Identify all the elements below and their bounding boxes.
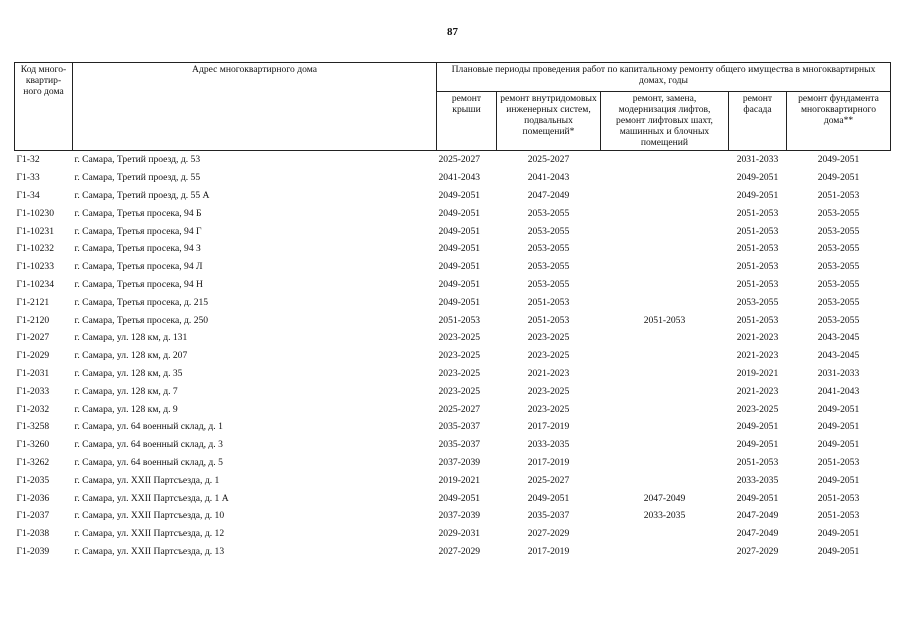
cell-engineering: 2053-2055: [527, 207, 570, 219]
cell-elevators: [601, 276, 729, 294]
table-row: [15, 507, 891, 525]
cell-address: г. Самара, Третий проезд, д. 55: [74, 172, 201, 184]
cell-facade: 2049-2051: [736, 492, 779, 504]
cell-roof: 2029-2031: [438, 528, 481, 540]
cell-address: г. Самара, Третья просека, 94 З: [74, 243, 201, 255]
cell-address: г. Самара, ул. 64 военный склад, д. 1: [74, 421, 223, 433]
cell-address: г. Самара, ул. XXII Партсъезда, д. 12: [74, 528, 225, 540]
table-row: [15, 151, 891, 169]
cell-roof: 2023-2025: [438, 350, 481, 362]
cell-elevators: [601, 400, 729, 418]
cell-elevators: [601, 365, 729, 383]
cell-engineering: 2051-2053: [527, 314, 570, 326]
header-elevators: ремонт, замена, модернизация лифтов, ремонт лифтовых шахт, машинных и блочных помещений: [601, 92, 729, 151]
cell-facade: 2021-2023: [736, 350, 779, 362]
cell-code: Г1-34: [16, 189, 40, 201]
cell-code: Г1-3260: [16, 439, 50, 451]
cell-elevators: [601, 187, 729, 205]
cell-address: г. Самара, ул. XXII Партсъезда, д. 1: [74, 474, 220, 486]
cell-address: г. Самара, ул. 128 км, д. 35: [74, 367, 183, 379]
cell-elevators: [601, 543, 729, 561]
cell-elevators: [601, 169, 729, 187]
cell-roof: 2049-2051: [438, 189, 481, 201]
cell-foundation: 2049-2051: [817, 172, 860, 184]
cell-facade: 2047-2049: [736, 528, 779, 540]
cell-engineering: 2021-2023: [527, 367, 570, 379]
cell-engineering: 2023-2025: [527, 403, 570, 415]
header-roof: ремонт крыши: [437, 92, 497, 151]
cell-engineering: 2027-2029: [527, 528, 570, 540]
cell-engineering: 2023-2025: [527, 350, 570, 362]
cell-address: г. Самара, Третья просека, д. 250: [74, 314, 209, 326]
table-row: [15, 543, 891, 561]
cell-facade: 2019-2021: [736, 367, 779, 379]
cell-roof: 2049-2051: [438, 278, 481, 290]
table-row: [15, 382, 891, 400]
cell-foundation: 2043-2045: [817, 332, 860, 344]
cell-code: Г1-3258: [16, 421, 50, 433]
cell-elevators: [601, 222, 729, 240]
cell-elevators: 2047-2049: [643, 492, 686, 504]
cell-engineering: 2025-2027: [527, 474, 570, 486]
cell-address: г. Самара, Третья просека, 94 Л: [74, 261, 203, 273]
table-row: [15, 187, 891, 205]
cell-roof: 2037-2039: [438, 456, 481, 468]
cell-foundation: 2051-2053: [817, 510, 860, 522]
cell-facade: 2051-2053: [736, 225, 779, 237]
cell-facade: 2049-2051: [736, 189, 779, 201]
cell-code: Г1-10233: [16, 261, 55, 273]
cell-roof: 2049-2051: [438, 261, 481, 273]
cell-elevators: [601, 347, 729, 365]
table-row: [15, 169, 891, 187]
cell-address: г. Самара, ул. 64 военный склад, д. 5: [74, 456, 223, 468]
cell-engineering: 2023-2025: [527, 332, 570, 344]
cell-facade: 2051-2053: [736, 207, 779, 219]
table-row: [15, 454, 891, 472]
cell-engineering: 2017-2019: [527, 545, 570, 557]
cell-foundation: 2051-2053: [817, 189, 860, 201]
page-number: 87: [447, 26, 458, 38]
table-row: [15, 400, 891, 418]
cell-elevators: [601, 258, 729, 276]
cell-elevators: [601, 525, 729, 543]
table-row: [15, 489, 891, 507]
cell-facade: 2051-2053: [736, 261, 779, 273]
cell-code: Г1-2036: [16, 492, 50, 504]
cell-foundation: 2053-2055: [817, 314, 860, 326]
cell-foundation: 2041-2043: [817, 385, 860, 397]
cell-roof: 2023-2025: [438, 385, 481, 397]
cell-elevators: [601, 151, 729, 169]
header-code: Код много-квартир-ного дома: [15, 63, 73, 151]
cell-foundation: 2031-2033: [817, 367, 860, 379]
cell-foundation: 2049-2051: [817, 403, 860, 415]
cell-engineering: 2017-2019: [527, 421, 570, 433]
cell-roof: 2041-2043: [438, 172, 481, 184]
cell-roof: 2049-2051: [438, 225, 481, 237]
cell-code: Г1-2038: [16, 528, 50, 540]
header-facade: ремонт фасада: [729, 92, 787, 151]
cell-facade: 2051-2053: [736, 278, 779, 290]
cell-engineering: 2053-2055: [527, 278, 570, 290]
cell-elevators: [601, 293, 729, 311]
table-row: [15, 311, 891, 329]
cell-roof: 2035-2037: [438, 439, 481, 451]
table-row: [15, 436, 891, 454]
cell-address: г. Самара, ул. XXII Партсъезда, д. 13: [74, 545, 225, 557]
cell-address: г. Самара, Третий проезд, д. 55 А: [74, 189, 210, 201]
cell-roof: 2019-2021: [438, 474, 481, 486]
cell-roof: 2037-2039: [438, 510, 481, 522]
cell-code: Г1-2121: [16, 296, 50, 308]
cell-foundation: 2051-2053: [817, 456, 860, 468]
cell-facade: 2047-2049: [736, 510, 779, 522]
cell-facade: 2051-2053: [736, 314, 779, 326]
cell-foundation: 2049-2051: [817, 545, 860, 557]
cell-address: г. Самара, ул. 128 км, д. 131: [74, 332, 188, 344]
table-row: [15, 471, 891, 489]
cell-facade: 2049-2051: [736, 439, 779, 451]
cell-facade: 2053-2055: [736, 296, 779, 308]
table-row: [15, 347, 891, 365]
capital-repair-table: [14, 62, 891, 560]
cell-engineering: 2053-2055: [527, 243, 570, 255]
cell-code: Г1-10231: [16, 225, 55, 237]
cell-engineering: 2053-2055: [527, 225, 570, 237]
cell-elevators: [601, 329, 729, 347]
cell-foundation: 2049-2051: [817, 439, 860, 451]
cell-roof: 2023-2025: [438, 367, 481, 379]
cell-facade: 2051-2053: [736, 456, 779, 468]
header-engineering: ремонт внутридомовых инженерных систем, подвальных помещений*: [497, 92, 601, 151]
cell-foundation: 2043-2045: [817, 350, 860, 362]
cell-address: г. Самара, Третья просека, 94 Н: [74, 278, 203, 290]
cell-elevators: [601, 418, 729, 436]
cell-foundation: 2053-2055: [817, 296, 860, 308]
table-row: [15, 365, 891, 383]
cell-facade: 2021-2023: [736, 332, 779, 344]
cell-code: Г1-32: [16, 154, 40, 166]
table-header-row: [15, 63, 891, 92]
cell-code: Г1-10232: [16, 243, 55, 255]
cell-foundation: 2049-2051: [817, 421, 860, 433]
cell-code: Г1-10234: [16, 278, 55, 290]
cell-code: Г1-2033: [16, 385, 50, 397]
cell-code: Г1-2039: [16, 545, 50, 557]
cell-foundation: 2053-2055: [817, 278, 860, 290]
cell-roof: 2025-2027: [438, 154, 481, 166]
cell-foundation: 2053-2055: [817, 207, 860, 219]
cell-code: Г1-2120: [16, 314, 50, 326]
table-body: [15, 151, 891, 561]
cell-facade: 2027-2029: [736, 545, 779, 557]
cell-facade: 2031-2033: [736, 154, 779, 166]
cell-address: г. Самара, ул. 64 военный склад, д. 3: [74, 439, 223, 451]
cell-address: г. Самара, ул. 128 км, д. 9: [74, 403, 178, 415]
cell-roof: 2049-2051: [438, 296, 481, 308]
cell-engineering: 2025-2027: [527, 154, 570, 166]
cell-code: Г1-2031: [16, 367, 50, 379]
cell-code: Г1-33: [16, 172, 40, 184]
cell-facade: 2051-2053: [736, 243, 779, 255]
cell-roof: 2051-2053: [438, 314, 481, 326]
cell-facade: 2033-2035: [736, 474, 779, 486]
cell-address: г. Самара, Третий проезд, д. 53: [74, 154, 201, 166]
cell-roof: 2023-2025: [438, 332, 481, 344]
cell-elevators: [601, 436, 729, 454]
cell-elevators: [601, 382, 729, 400]
cell-elevators: 2051-2053: [643, 314, 686, 326]
cell-engineering: 2035-2037: [527, 510, 570, 522]
cell-address: г. Самара, Третья просека, д. 215: [74, 296, 209, 308]
cell-facade: 2023-2025: [736, 403, 779, 415]
cell-facade: 2021-2023: [736, 385, 779, 397]
cell-roof: 2049-2051: [438, 492, 481, 504]
cell-roof: 2025-2027: [438, 403, 481, 415]
cell-foundation: 2049-2051: [817, 154, 860, 166]
cell-roof: 2035-2037: [438, 421, 481, 433]
table-row: [15, 204, 891, 222]
cell-elevators: [601, 454, 729, 472]
cell-elevators: [601, 204, 729, 222]
table-row: [15, 525, 891, 543]
cell-code: Г1-10230: [16, 207, 55, 219]
cell-facade: 2049-2051: [736, 172, 779, 184]
cell-foundation: 2051-2053: [817, 492, 860, 504]
cell-address: г. Самара, ул. 128 км, д. 7: [74, 385, 178, 397]
cell-foundation: 2053-2055: [817, 261, 860, 273]
cell-engineering: 2049-2051: [527, 492, 570, 504]
cell-code: Г1-2037: [16, 510, 50, 522]
header-address: Адрес многоквартирного дома: [73, 63, 437, 151]
header-periods: Плановые периоды проведения работ по капитальному ремонту общего имущества в многоквартирных домах, годы: [437, 63, 891, 92]
cell-foundation: 2049-2051: [817, 528, 860, 540]
cell-foundation: 2053-2055: [817, 243, 860, 255]
cell-code: Г1-3262: [16, 456, 50, 468]
cell-engineering: 2017-2019: [527, 456, 570, 468]
cell-code: Г1-2035: [16, 474, 50, 486]
cell-code: Г1-2027: [16, 332, 50, 344]
cell-code: Г1-2029: [16, 350, 50, 362]
table-row: [15, 329, 891, 347]
table-row: [15, 222, 891, 240]
cell-address: г. Самара, ул. 128 км, д. 207: [74, 350, 188, 362]
cell-engineering: 2033-2035: [527, 439, 570, 451]
cell-roof: 2049-2051: [438, 207, 481, 219]
cell-address: г. Самара, ул. XXII Партсъезда, д. 1 А: [74, 492, 229, 504]
table-row: [15, 293, 891, 311]
cell-foundation: 2053-2055: [817, 225, 860, 237]
cell-address: г. Самара, Третья просека, 94 Б: [74, 207, 202, 219]
cell-roof: 2049-2051: [438, 243, 481, 255]
cell-roof: 2027-2029: [438, 545, 481, 557]
cell-address: г. Самара, ул. XXII Партсъезда, д. 10: [74, 510, 225, 522]
cell-elevators: 2033-2035: [643, 510, 686, 522]
header-foundation: ремонт фундамента многоквартирного дома**: [787, 92, 891, 151]
cell-elevators: [601, 240, 729, 258]
cell-facade: 2049-2051: [736, 421, 779, 433]
cell-code: Г1-2032: [16, 403, 50, 415]
table-row: [15, 276, 891, 294]
cell-engineering: 2041-2043: [527, 172, 570, 184]
table-row: [15, 418, 891, 436]
table-row: [15, 240, 891, 258]
cell-elevators: [601, 471, 729, 489]
cell-engineering: 2051-2053: [527, 296, 570, 308]
cell-engineering: 2053-2055: [527, 261, 570, 273]
cell-address: г. Самара, Третья просека, 94 Г: [74, 225, 202, 237]
table-row: [15, 258, 891, 276]
cell-foundation: 2049-2051: [817, 474, 860, 486]
cell-engineering: 2047-2049: [527, 189, 570, 201]
cell-engineering: 2023-2025: [527, 385, 570, 397]
